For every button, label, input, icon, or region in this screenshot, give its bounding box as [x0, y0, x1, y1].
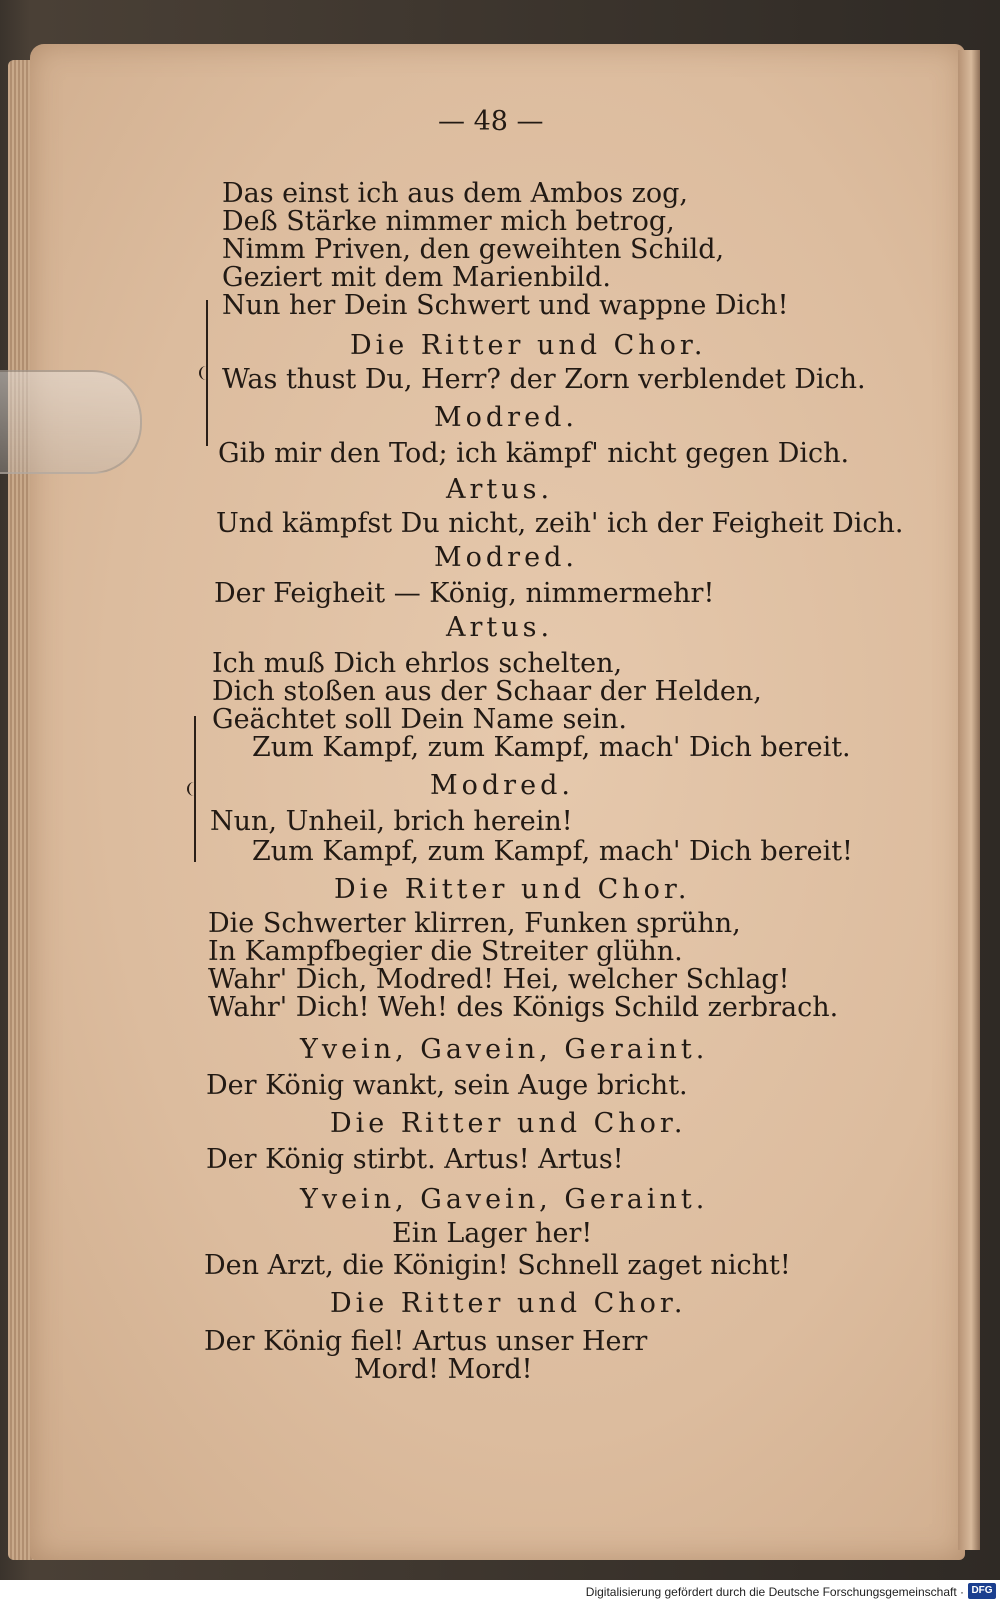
verse-line: Wahr' Dich, Modred! Hei, welcher Schlag!	[208, 964, 790, 995]
speaker-name: Modred.	[430, 770, 574, 801]
verse-line: Das einst ich aus dem Ambos zog,	[222, 178, 689, 209]
verse-line: Zum Kampf, zum Kampf, mach' Dich bereit.	[252, 732, 851, 763]
dfg-logo: DFG	[968, 1583, 996, 1599]
verse-line: Was thust Du, Herr? der Zorn verblendet Dich.	[222, 364, 866, 395]
speaker-name: Artus.	[446, 612, 554, 643]
footer-bar	[0, 1580, 1000, 1603]
speaker-name: Modred.	[434, 402, 578, 433]
footer-credit: Digitalisierung gefördert durch die Deutsche Forschungsgemeinschaft ·	[585, 1585, 964, 1599]
verse-line: Ein Lager her!	[392, 1218, 593, 1249]
speaker-name: Yvein, Gavein, Geraint.	[300, 1184, 709, 1215]
verse-line: Die Schwerter klirren, Funken sprühn,	[208, 908, 741, 939]
verse-line: Nun her Dein Schwert und wappne Dich!	[222, 290, 789, 321]
verse-line: Zum Kampf, zum Kampf, mach' Dich bereit!	[252, 836, 853, 867]
verse-line: Deß Stärke nimmer mich betrog,	[222, 206, 675, 237]
speaker-name: Die Ritter und Chor.	[334, 874, 691, 905]
verse-line: Geächtet soll Dein Name sein.	[212, 704, 627, 735]
brace-bracket	[206, 300, 208, 446]
speaker-name: Die Ritter und Chor.	[350, 330, 707, 361]
verse-line: Gib mir den Tod; ich kämpf' nicht gegen Dich.	[218, 438, 850, 469]
verse-line: Den Arzt, die Königin! Schnell zaget nicht!	[204, 1250, 791, 1281]
verse-line: Dich stoßen aus der Schaar der Helden,	[212, 676, 762, 707]
verse-line: Geziert mit dem Marienbild.	[222, 262, 611, 293]
verse-line: Und kämpfst Du nicht, zeih' ich der Feigheit Dich.	[216, 508, 904, 539]
verse-line: Der König fiel! Artus unser Herr	[204, 1326, 648, 1357]
verse-line: In Kampfbegier die Streiter glühn.	[208, 936, 683, 967]
verse-line: Mord! Mord!	[354, 1354, 533, 1385]
verse-line: Nimm Priven, den geweihten Schild,	[222, 234, 725, 265]
verse-line: Ich muß Dich ehrlos schelten,	[212, 648, 623, 679]
speaker-name: Die Ritter und Chor.	[330, 1108, 687, 1139]
speaker-name: Yvein, Gavein, Geraint.	[300, 1034, 709, 1065]
speaker-name: Die Ritter und Chor.	[330, 1288, 687, 1319]
verse-line: Der König stirbt. Artus! Artus!	[206, 1144, 624, 1175]
page-number: — 48 —	[438, 106, 544, 137]
verse-line: Der Feigheit — König, nimmermehr!	[214, 578, 715, 609]
speaker-name: Modred.	[434, 542, 578, 573]
verse-line: Wahr' Dich! Weh! des Königs Schild zerbrach.	[208, 992, 839, 1023]
speaker-name: Artus.	[446, 474, 554, 505]
brace-bracket	[194, 716, 196, 862]
verse-line: Der König wankt, sein Auge bricht.	[206, 1070, 688, 1101]
verse-line: Nun, Unheil, brich herein!	[210, 806, 573, 837]
